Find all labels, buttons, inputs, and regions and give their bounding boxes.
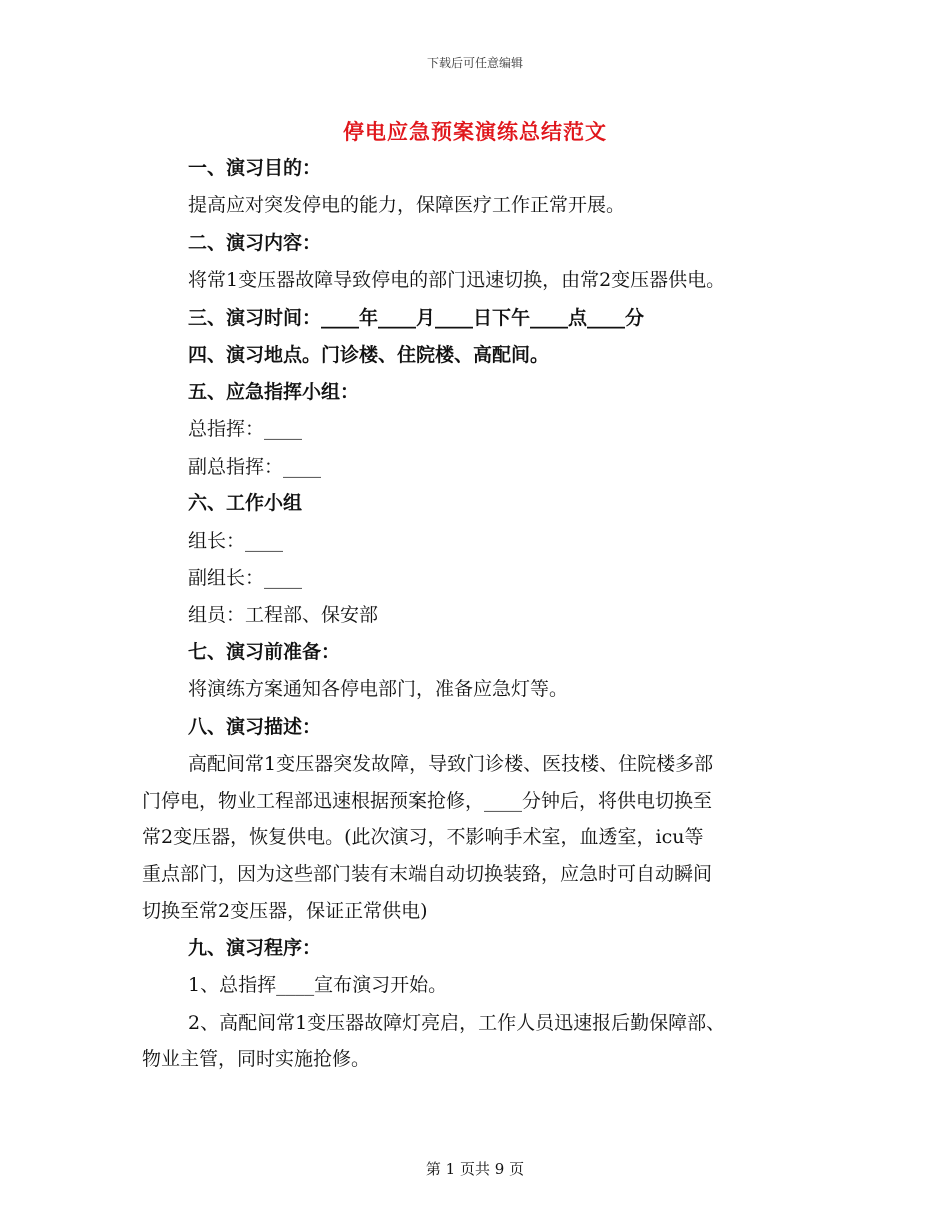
page-footer: 第 1 页共 9 页 [425,1160,525,1178]
section-heading-content: 二、演习内容： [188,232,322,254]
chief-commander-line: 总指挥：____ [188,418,303,440]
group-leader-line: 组长：____ [188,530,284,552]
section-heading-purpose: 一、演习目的： [188,157,322,179]
document-title: 停电应急预案演练总结范文 [343,119,607,144]
section-heading-work-group: 六、工作小组 [188,492,303,514]
procedure-step-1: 1、总指挥____宣布演习开始。 [188,974,448,996]
deputy-commander-line: 副总指挥：____ [188,456,322,478]
deputy-group-leader-line: 副组长：____ [188,567,303,589]
description-line-1: 高配间常1变压器突发故障，导致门诊楼、医技楼、住院楼多部 [188,753,714,775]
purpose-text: 提高应对突发停电的能力，保障医疗工作正常开展。 [188,194,626,216]
procedure-step-2-line-2: 物业主管，同时实施抢修。 [142,1048,371,1070]
section-heading-command-group: 五、应急指挥小组： [188,381,360,403]
content-text: 将常1变压器故障导致停电的部门迅速切换，由常2变压器供电。 [188,269,726,291]
section-heading-description: 八、演习描述： [188,716,322,738]
section-heading-location: 四、演习地点。门诊楼、住院楼、高配间。 [188,344,550,366]
procedure-step-2-line-1: 2、高配间常1变压器故障灯亮启，工作人员迅速报后勤保障部、 [188,1012,726,1034]
group-members-line: 组员：工程部、保安部 [188,604,379,626]
preparation-text: 将演练方案通知各停电部门，准备应急灯等。 [188,678,569,700]
section-heading-time: 三、演习时间：____年____月____日下午____点____分 [188,307,645,329]
description-line-3: 常2变压器，恢复供电。(此次演习，不影响手术室，血透室，icu等 [142,826,704,848]
page-header: 下载后可任意编辑 [426,56,523,70]
description-line-5: 切换至常2变压器，保证正常供电) [142,900,428,922]
description-line-4: 重点部门，因为这些部门装有末端自动切换装臵，应急时可自动瞬间 [142,863,713,885]
description-line-2: 门停电，物业工程部迅速根据预案抢修，____分钟后，将供电切换至 [142,790,713,812]
section-heading-preparation: 七、演习前准备： [188,641,341,663]
section-heading-procedure: 九、演习程序： [188,937,322,959]
